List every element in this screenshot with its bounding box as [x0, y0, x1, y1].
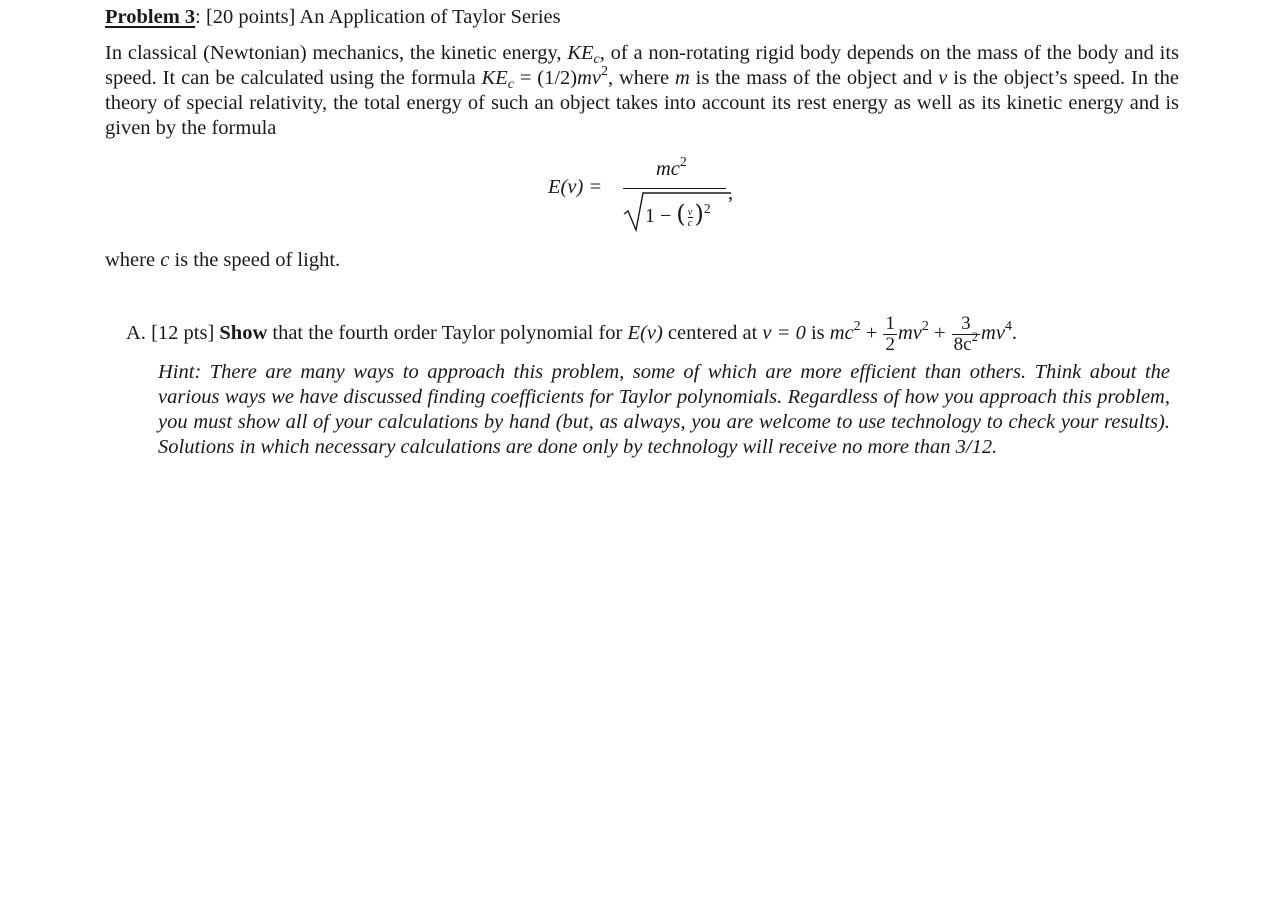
energy-equation: [548, 154, 808, 238]
equation-numerator: $mc^2$: [656, 154, 687, 180]
radicand: 1 − ( $\frac{v}{c}$ )$^2$: [645, 200, 711, 229]
three-over-8c2-fraction: $\frac{3}{8c^2}$: [953, 313, 979, 355]
intro-paragraph: [105, 41, 1179, 141]
ke-formula-symbol: $KE_c$: [481, 67, 514, 93]
ke-formula-half: = (1/2): [519, 67, 578, 89]
problem-title: An Application of Taylor Series: [299, 6, 561, 28]
problem-label: Problem 3: [105, 6, 196, 28]
var-v: v: [938, 67, 948, 89]
intro-text-5: is the object’s speed. In the theory of special relativity, the total energy of such an object takes into account its rest energy as well as its kinetic energy and is given by the formula: [105, 67, 1180, 139]
intro-text-4: is the mass of the object and: [695, 67, 933, 89]
taylor-polynomial: $mc^2$ + $\frac{1}{2}$ $mv^2$ + $\frac{3}{8c^2}$ $mv^4$.: [829, 313, 1018, 355]
part-a-centered: centered at: [667, 322, 758, 345]
equation-comma: ,: [728, 182, 734, 204]
ke-symbol: $KE_c$: [567, 42, 600, 68]
part-a-points: [12 pts]: [151, 322, 215, 345]
part-a-ev: E(v): [627, 322, 663, 345]
part-a-is: is: [810, 322, 825, 345]
one-half-fraction: $\frac{1}{2}$: [885, 313, 895, 355]
part-a: [126, 314, 1017, 355]
part-a-label: A.: [126, 322, 146, 345]
equation-lhs: E(v) =: [548, 176, 603, 198]
square-root: [623, 190, 733, 230]
hint-paragraph: Hint: There are many ways to approach this problem, some of which are more efficient than others. Think about the various ways we have discussed finding coefficients for Taylor polynomials. Regardless of how you approach this problem, you must show all of your calculations by hand (but, as always, you are welcome to use technology to check your results). Solutions in which necessary calculations are done only by technology will receive no more than 3/12.: [158, 361, 1170, 458]
intro-text-1: In classical (Newtonian) mechanics, the kinetic energy,: [105, 42, 562, 64]
intro-text-2: , of a non-rotating rigid body depends on the mass of the body and its speed. It can be calculated using the formula: [105, 42, 1179, 89]
part-a-veq: v = 0: [762, 322, 806, 345]
ke-formula-mv: $mv^2$: [577, 63, 608, 89]
var-m: m: [674, 67, 690, 89]
problem-heading: Problem 3: [20 points] An Application of Taylor Series: [105, 6, 561, 28]
where-line: where c is the speed of light.: [105, 249, 341, 271]
v-over-c: $\frac{v}{c}$: [687, 205, 693, 229]
intro-text-3: , where: [607, 67, 670, 89]
show-keyword: Show: [219, 322, 268, 345]
part-a-text: that the fourth order Taylor polynomial for: [272, 322, 623, 345]
problem-points: [20 points]: [205, 6, 296, 28]
